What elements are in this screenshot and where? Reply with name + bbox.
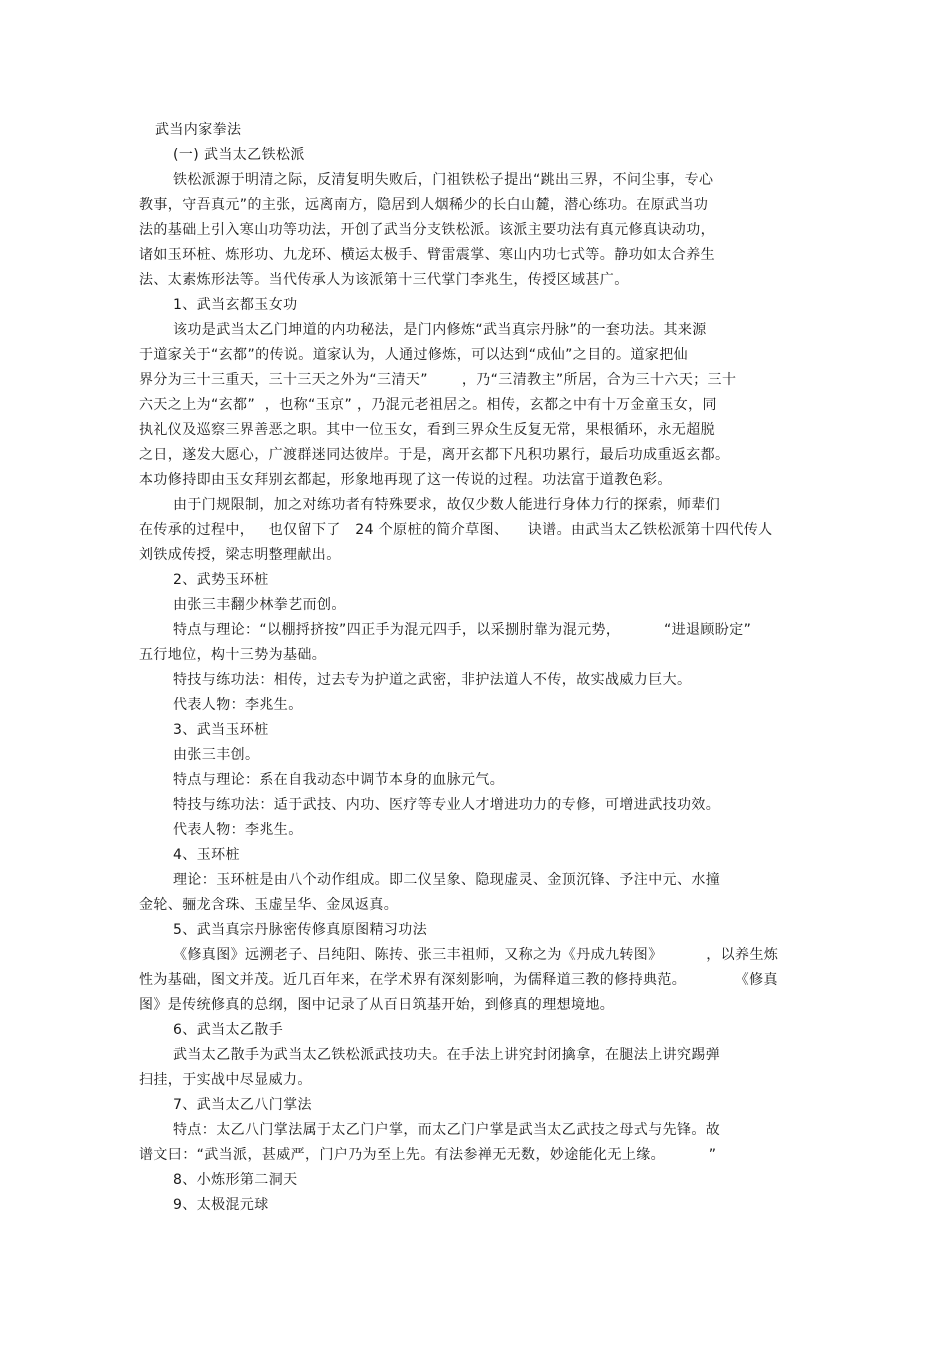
paragraph-line: 性为基础，图文并茂。近几百年来，在学术界有深刻影响，为儒释道三教的修持典范。 《修真 bbox=[139, 972, 778, 988]
paragraph-line: 特点与理论：“以棚捋挤按”四正手为混元四手，以采捌肘靠为混元势， “进退顾盼定” bbox=[173, 622, 752, 638]
paragraph-line: 执礼仪及巡察三界善恶之职。其中一位玉女，看到三界众生反复无常，果根循环，永无超脱 bbox=[139, 422, 715, 438]
paragraph-line: 《修真图》远溯老子、吕纯阳、陈抟、张三丰祖师，又称之为《丹成九转图》 ，以养生炼 bbox=[173, 947, 779, 963]
item-heading: 3、武当玉环桩 bbox=[173, 722, 269, 738]
paragraph-line: 特技与练功法：相传，过去专为护道之武密，非护法道人不传，故实战威力巨大。 bbox=[173, 672, 692, 688]
paragraph-line: 图》是传统修真的总纲，图中记录了从百日筑基开始，到修真的理想境地。 bbox=[139, 997, 615, 1013]
document-title: 武当内家拳法 bbox=[155, 122, 242, 138]
item-heading: 6、武当太乙散手 bbox=[173, 1022, 284, 1038]
item-heading: 9、太极混元球 bbox=[173, 1197, 269, 1213]
item-heading: 8、小炼形第二洞天 bbox=[173, 1172, 298, 1188]
item-heading: 4、玉环桩 bbox=[173, 847, 240, 863]
paragraph-line: 本功修持即由玉女拜别玄都起，形象地再现了这一传说的过程。功法富于道教色彩。 bbox=[139, 472, 672, 488]
paragraph-line: 金轮、骊龙含珠、玉虚呈华、金凤返真。 bbox=[139, 897, 399, 913]
paragraph-line: 代表人物：李兆生。 bbox=[173, 697, 303, 713]
paragraph-line: 由张三丰翻少林拳艺而创。 bbox=[173, 597, 346, 613]
paragraph-line: 六天之上为“玄都” ，也称“玉京” ，乃混元老祖居之。相传，玄都之中有十万金童玉女，同 bbox=[139, 397, 717, 413]
paragraph-line: 由于门规限制，加之对练功者有特殊要求，故仅少数人能进行身体力行的探索，师辈们 bbox=[173, 497, 721, 513]
paragraph-line: 之日，遂发大愿心，广渡群迷同达彼岸。于是，离开玄都下凡积功累行，最后功成重返玄都。 bbox=[139, 447, 730, 463]
paragraph-line: 扫挂，于实战中尽显威力。 bbox=[139, 1072, 312, 1088]
paragraph-line: 特点：太乙八门掌法属于太乙门户掌，而太乙门户掌是武当太乙武技之母式与先锋。故 bbox=[173, 1122, 721, 1138]
paragraph-line: 谱文曰：“武当派，甚威严，门户乃为至上先。有法参禅无无数，妙途能化无上缘。 ” bbox=[139, 1147, 717, 1163]
paragraph-line: 特点与理论：系在自我动态中调节本身的血脉元气。 bbox=[173, 772, 505, 788]
paragraph-line: 界分为三十三重天，三十三天之外为“三清天” ，乃“三清教主”所居，合为三十六天；三十 bbox=[139, 372, 737, 388]
paragraph-line: 在传承的过程中， 也仅留下了 24 个原桩的简介草图、 诀谱。由武当太乙铁松派第十四代传人 bbox=[139, 522, 773, 538]
paragraph-line: 该功是武当太乙门坤道的内功秘法，是门内修炼“武当真宗丹脉”的一套功法。其来源 bbox=[173, 322, 707, 338]
paragraph-line: 刘铁成传授，梁志明整理献出。 bbox=[139, 547, 341, 563]
paragraph-line: 代表人物：李兆生。 bbox=[173, 822, 303, 838]
paragraph-line: 特技与练功法：适于武技、内功、医疗等专业人才增进功力的专修，可增进武技功效。 bbox=[173, 797, 721, 813]
paragraph-line: 法的基础上引入寒山功等功法，开创了武当分支铁松派。该派主要功法有真元修真诀动功， bbox=[139, 222, 715, 238]
item-heading: 2、武势玉环桩 bbox=[173, 572, 269, 588]
paragraph-line: 法、太素炼形法等。当代传承人为该派第十三代掌门李兆生，传授区域甚广。 bbox=[139, 272, 629, 288]
paragraph-line: 教事，守吾真元”的主张，远离南方，隐居到人烟稀少的长白山麓，潜心练功。在原武当功 bbox=[139, 197, 709, 213]
item-heading: 1、武当玄都玉女功 bbox=[173, 297, 298, 313]
paragraph-line: 五行地位，构十三势为基础。 bbox=[139, 647, 327, 663]
item-heading: 7、武当太乙八门掌法 bbox=[173, 1097, 312, 1113]
item-heading: 5、武当真宗丹脉密传修真原图精习功法 bbox=[173, 922, 428, 938]
paragraph-line: 由张三丰创。 bbox=[173, 747, 260, 763]
paragraph-line: 诸如玉环桩、炼形功、九龙环、横运太极手、臂雷震掌、寒山内功七式等。静功如太合养生 bbox=[139, 247, 715, 263]
paragraph-line: 于道家关于“玄都”的传说。道家认为，人通过修炼，可以达到“成仙”之目的。道家把仙 bbox=[139, 347, 689, 363]
paragraph-line: 铁松派源于明清之际，反清复明失败后，门祖铁松子提出“跳出三界，不问尘事，专心 bbox=[173, 172, 714, 188]
section-heading: (一) 武当太乙铁松派 bbox=[173, 147, 305, 163]
paragraph-line: 武当太乙散手为武当太乙铁松派武技功夫。在手法上讲究封闭擒拿，在腿法上讲究踢弹 bbox=[173, 1047, 721, 1063]
paragraph-line: 理论：玉环桩是由八个动作组成。即二仪呈象、隐现虚灵、金顶沉锋、予注中元、水撞 bbox=[173, 872, 721, 888]
